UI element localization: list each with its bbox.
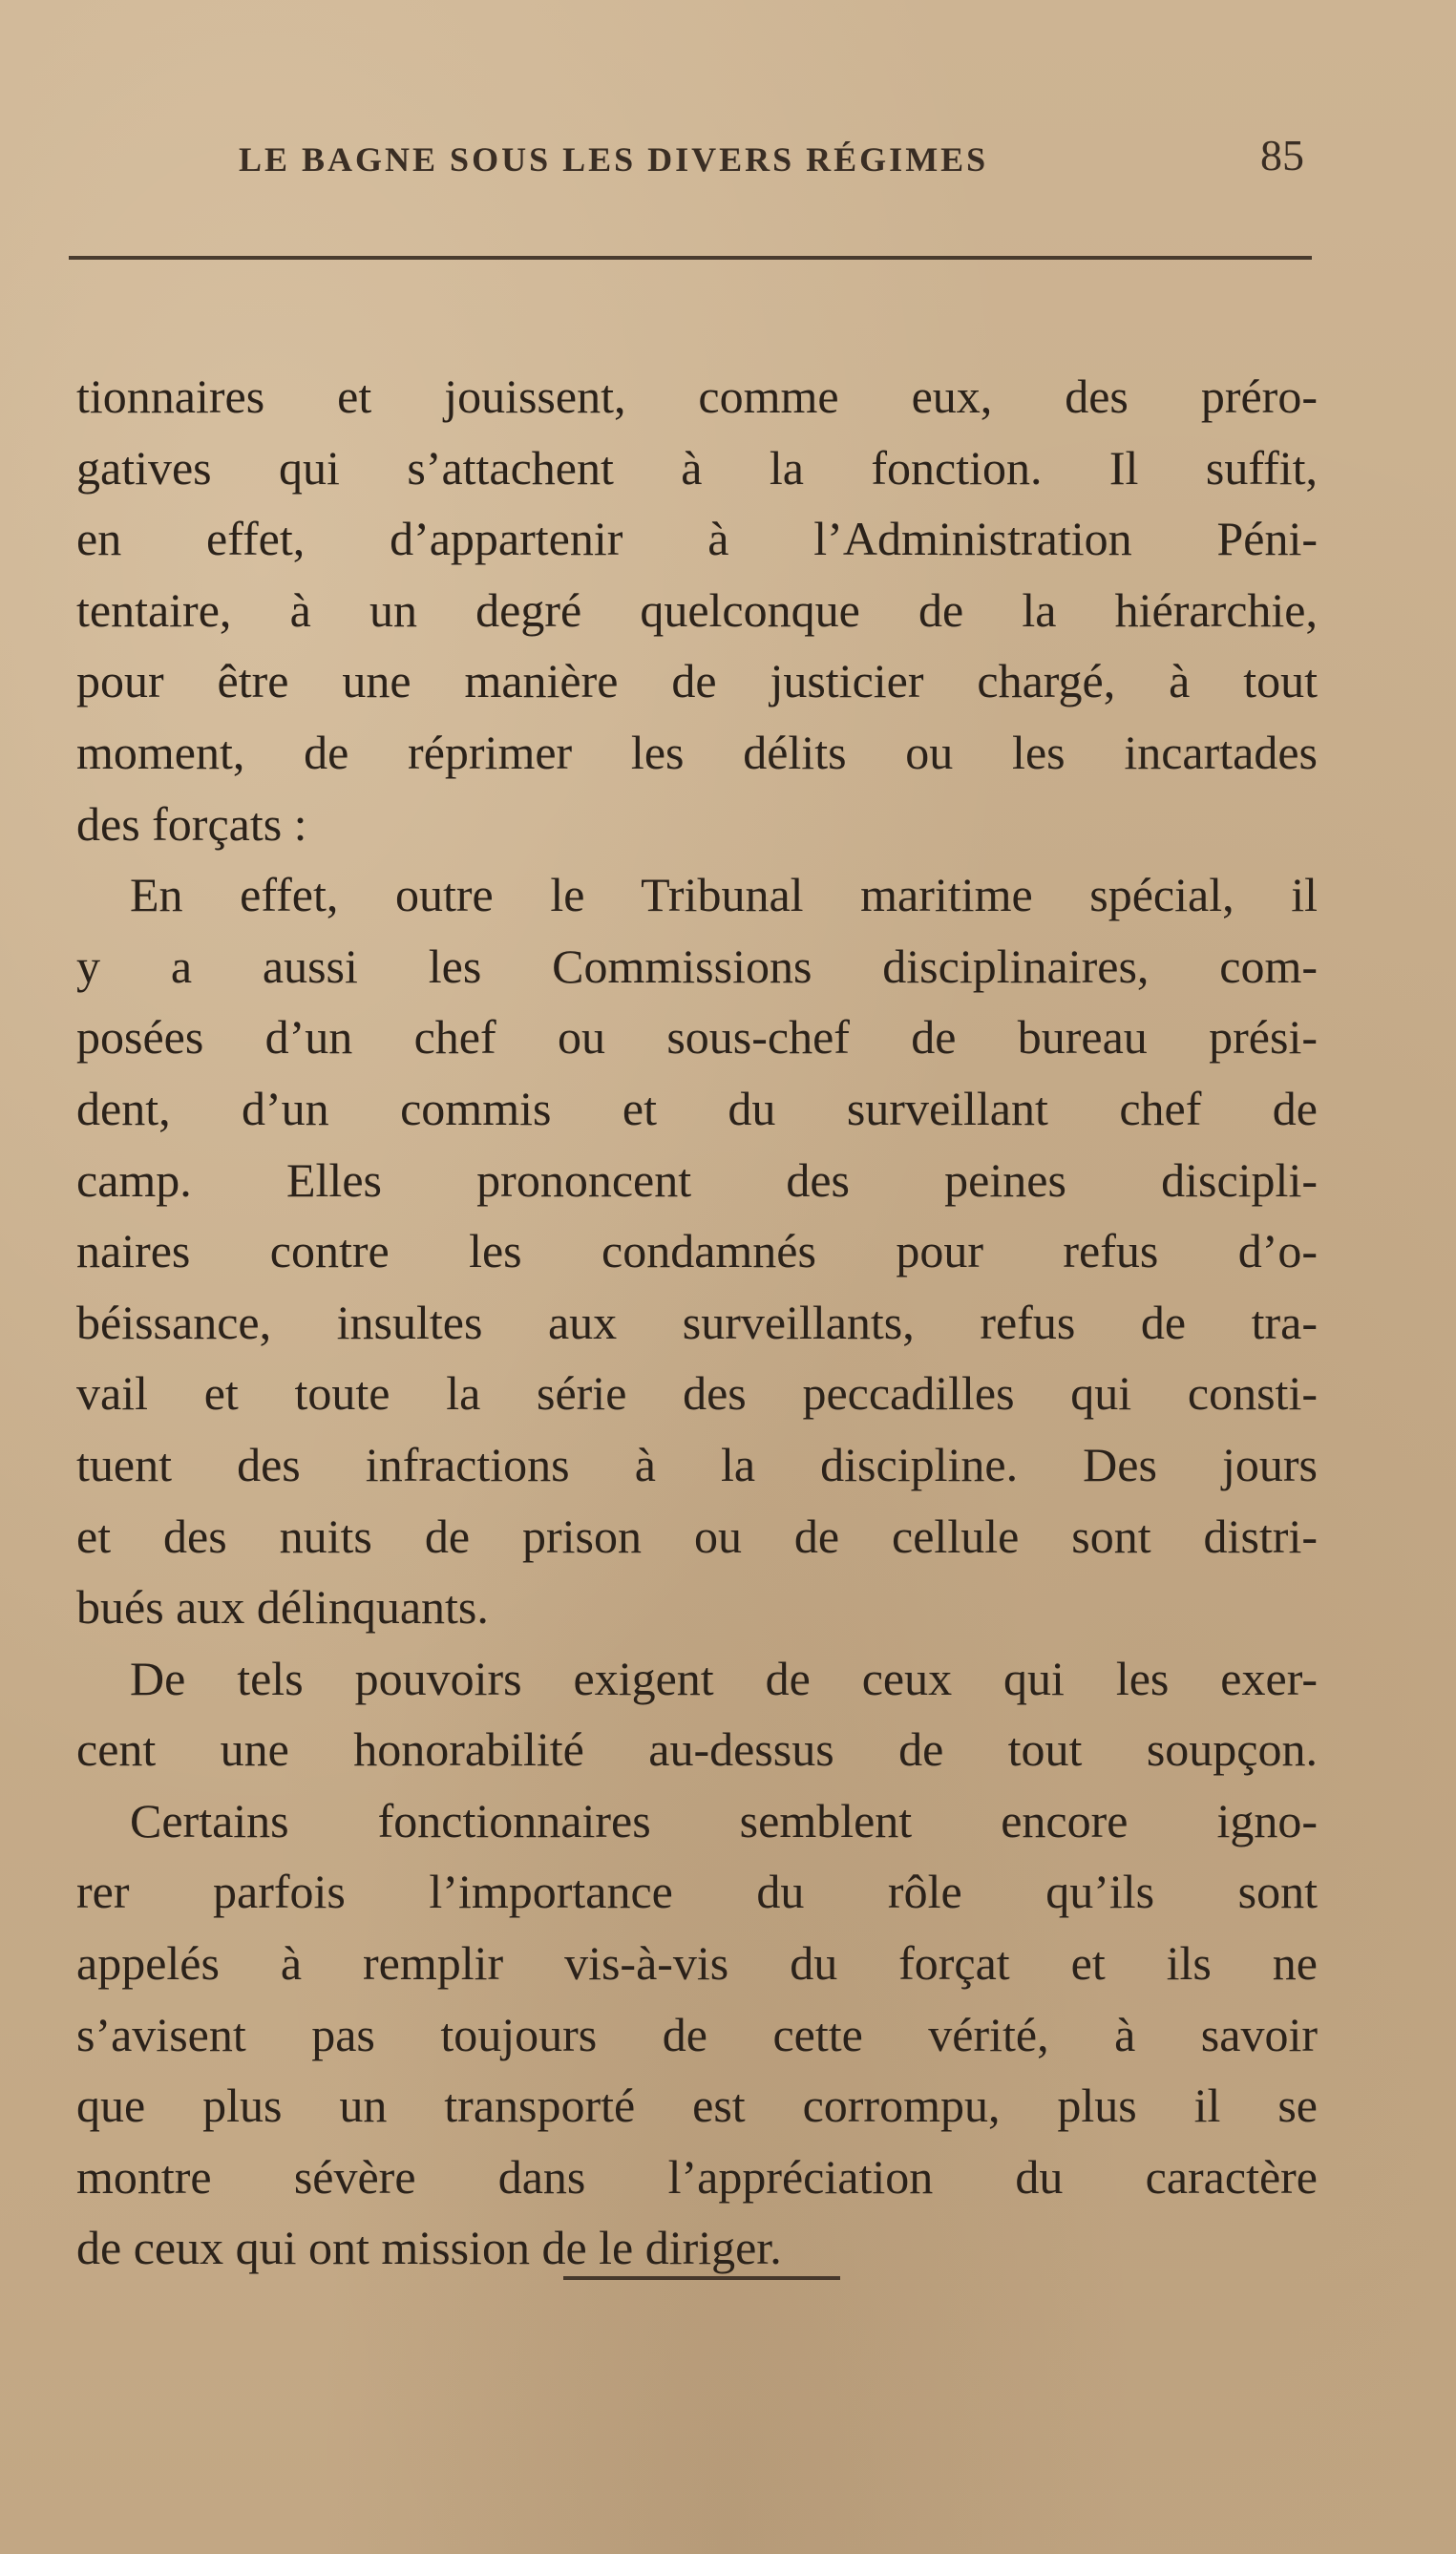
- text-line: montre sévère dans l’appréciation du caractère: [76, 2149, 1318, 2204]
- running-title: LE BAGNE SOUS LES DIVERS RÉGIMES: [239, 140, 989, 179]
- text-line: gatives qui s’attachent à la fonction. Il suffit,: [76, 440, 1318, 495]
- text-line: pour être une manière de justicier chargé, à tout: [76, 654, 1318, 708]
- header-rule: [69, 256, 1312, 260]
- text-line: tionnaires et jouissent, comme eux, des préro-: [76, 369, 1318, 423]
- page-number: 85: [1260, 131, 1304, 179]
- text-line: naires contre les condamnés pour refus d’o-: [76, 1224, 1318, 1278]
- text-line: camp. Elles prononcent des peines discipli-: [76, 1152, 1318, 1207]
- text-line: posées d’un chef ou sous-chef de bureau prési-: [76, 1010, 1318, 1065]
- text-line: appelés à remplir vis-à-vis du forçat et ils ne: [76, 1936, 1318, 1991]
- text-line: en effet, d’appartenir à l’Administration Péni-: [76, 512, 1318, 566]
- page-header: [74, 130, 1312, 187]
- text-line: rer parfois l’importance du rôle qu’ils sont: [76, 1865, 1318, 1919]
- text-line: et des nuits de prison ou de cellule sont distri-: [76, 1509, 1318, 1563]
- text-line: Certains fonctionnaires semblent encore igno-: [130, 1793, 1318, 1847]
- text-line: dent, d’un commis et du surveillant chef de: [76, 1081, 1318, 1135]
- text-line: que plus un transporté est corrompu, plus il se: [76, 2079, 1318, 2133]
- text-line: s’avisent pas toujours de cette vérité, à savoir: [76, 2007, 1318, 2061]
- text-line: béissance, insultes aux surveillants, refus de tra-: [76, 1295, 1318, 1349]
- text-line: vail et toute la série des peccadilles qui consti-: [76, 1366, 1318, 1421]
- text-line: bués aux délinquants.: [76, 1580, 489, 1635]
- body-text: [76, 361, 1318, 2284]
- text-line: y a aussi les Commissions disciplinaires, com-: [76, 939, 1318, 993]
- text-line: tuent des infractions à la discipline. Des jours: [76, 1437, 1318, 1491]
- text-line: tentaire, à un degré quelconque de la hiérarchie,: [76, 582, 1318, 637]
- text-line: moment, de réprimer les délits ou les incartades: [76, 725, 1318, 779]
- text-line: des forçats :: [76, 796, 307, 851]
- end-rule: [563, 2276, 840, 2280]
- text-line: cent une honorabilité au-dessus de tout soupçon.: [76, 1722, 1318, 1777]
- text-line: De tels pouvoirs exigent de ceux qui les exer-: [130, 1651, 1318, 1705]
- text-line: de ceux qui ont mission de le diriger.: [76, 2221, 782, 2275]
- text-line: En effet, outre le Tribunal maritime spécial, il: [130, 868, 1318, 922]
